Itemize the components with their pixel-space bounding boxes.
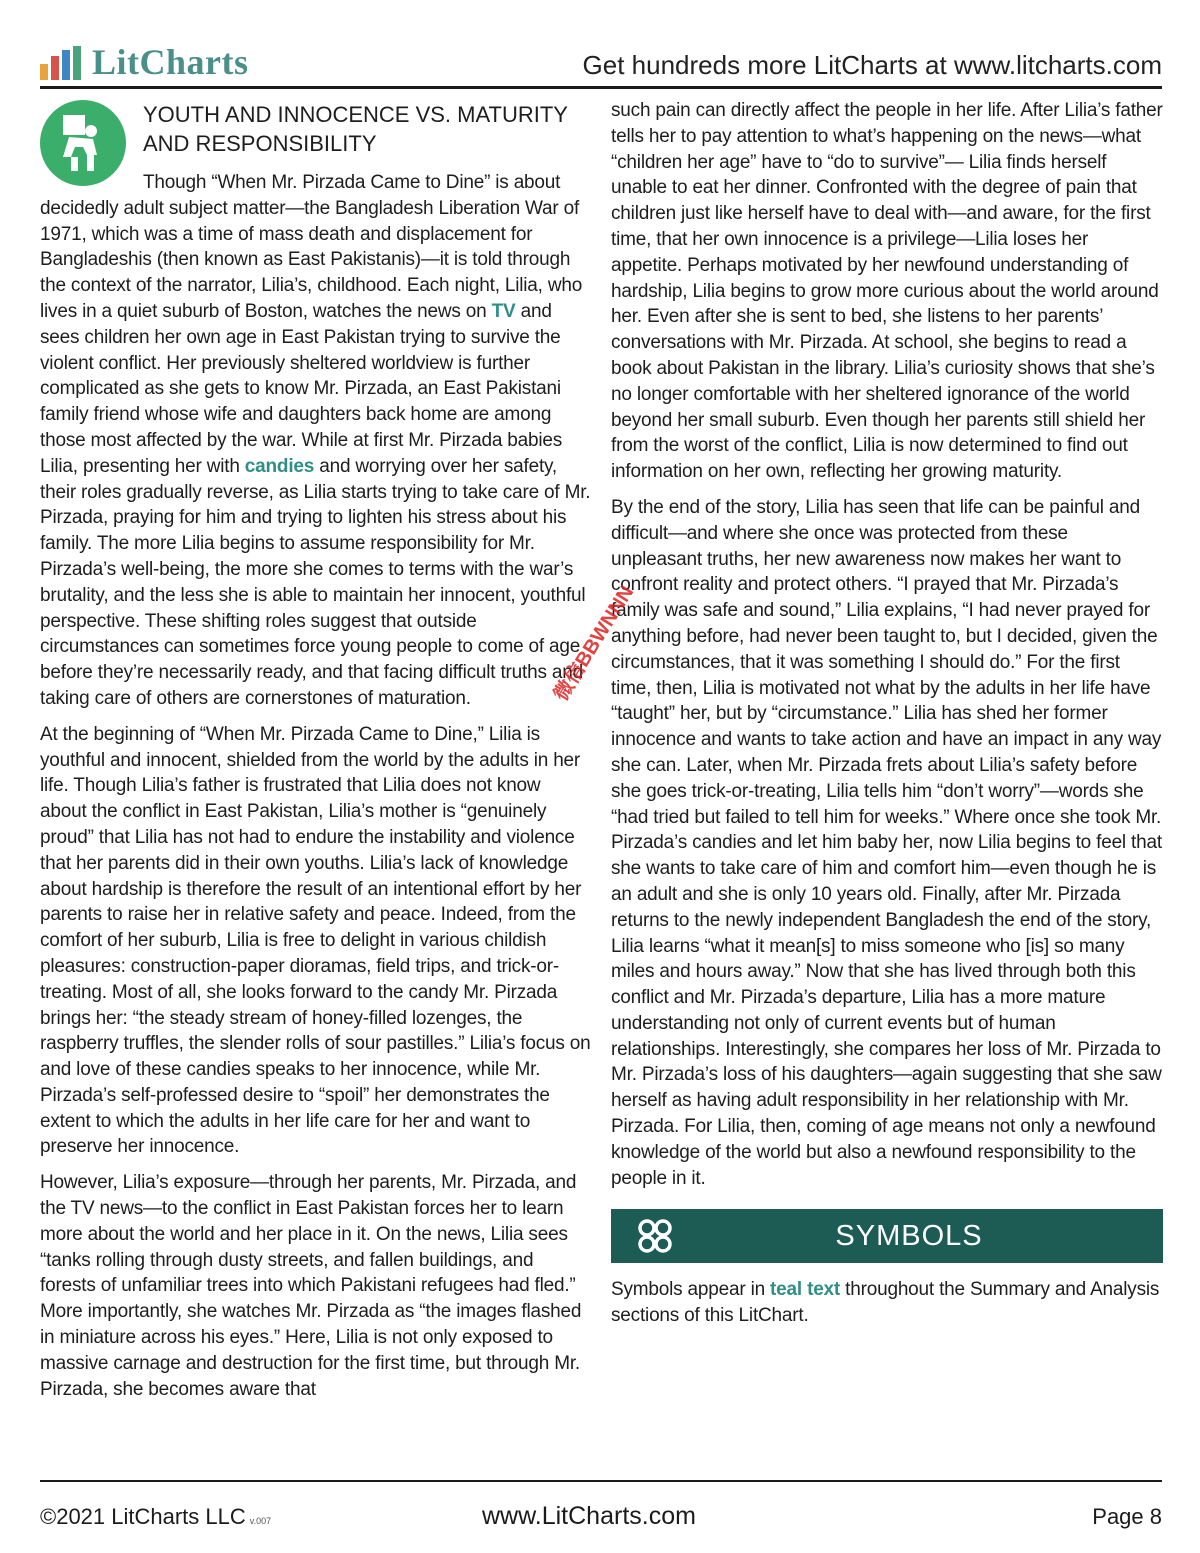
child-carrying-box-icon (40, 100, 126, 186)
symbols-note: Symbols appear in teal text throughout the Summary and Analysis sections of this LitChart. (611, 1279, 1160, 1327)
litcharts-logo[interactable] (40, 44, 249, 80)
theme-title: YOUTH AND INNOCENCE VS. MATURITY AND RESPONSIBILITY (143, 102, 568, 156)
theme-paragraph-2: At the beginning of “When Mr. Pirzada Came to Dine,” Lilia is youthful and innocent, shielded from the world by the adults in her life. Though Lilia’s father is frustrated that Lilia does not know about the conflict in East Pakistan, Lilia’s mother is “genuinely proud” that Lilia has not had to endure the instability and violence that her parents did in their own youths. Lilia’s lack of knowledge about hardship is therefore the result of an intentional effort by her parents to raise her in relative safety and peace. Indeed, from the comfort of her suburb, Lilia is free to delight in various childish pleasures: construction-paper dioramas, field trips, and trick-or-treating. Most of all, she looks forward to the candy Mr. Pirzada brings her: “the steady stream of honey-filled lozenges, the raspberry truffles, the slender rolls of sour pastilles.” Lilia’s focus on and love of these candies speaks to her innocence, while Mr. Pirzada’s self-professed desire to “spoil” her demonstrates the extent to which the adults in her life care for her and want to preserve her innocence. (40, 723, 591, 1158)
theme-heading (40, 100, 592, 170)
left-column (40, 98, 592, 1412)
footer-copyright: ©2021 LitCharts LLC v.007 (40, 1504, 272, 1529)
bar-chart-logo-icon (40, 46, 84, 80)
symbols-title: SYMBOLS (835, 1219, 983, 1252)
theme-paragraph-4: such pain can directly affect the people in her life. After Lilia’s father tells her to pay attention to what’s happening on the news—what “children her age” have to “do to survive”— Lilia finds herself unable to eat her dinner. Confronted with the degree of pain that children just like herself have to deal with—and aware, for the first time, that her own innocence is a privilege—Lilia loses her appetite. Perhaps motivated by her newfound understanding of hardship, Lilia begins to grow more curious about the world around her. Even after she is sent to bed, she listens to her parents’ conversations with Mr. Pirzada. At school, she begins to read a book about Pakistan in the library. Lilia’s curiosity shows that she’s no longer comfortable with her sheltered ignorance of the world beyond her small suburb. Even though her parents still shield her from the worst of the conflict, Lilia is now determined to find out information on her own, reflecting her growing maturity. (611, 100, 1163, 483)
symbols-section-header (611, 1209, 1163, 1263)
symbol-link-candies[interactable]: candies (244, 455, 315, 477)
page-footer (40, 1480, 1162, 1552)
logo-wordmark: LitCharts (92, 42, 249, 82)
teal-text-label: teal text (770, 1279, 841, 1301)
theme-paragraph-3: However, Lilia’s exposure—through her parents, Mr. Pirzada, and the TV news—to the conflict in East Pakistan forces her to learn more about the world and her place in it. On the news, Lilia sees “tanks rolling through dusty streets, and fallen buildings, and forests of unfamiliar trees into which Pakistani refugees had fled.” More importantly, she watches Mr. Pirzada as “the images flashed in miniature across his eyes.” Here, Lilia is not only exposed to massive carnage and destruction for the first time, but through Mr. Pirzada, she becomes aware that (40, 1172, 582, 1400)
footer-site-link[interactable]: www.LitCharts.com (482, 1502, 696, 1530)
watermark: 微信BBWNNN (550, 582, 639, 705)
theme-paragraph-1: Though “When Mr. Pirzada Came to Dine” is about decidedly adult subject matter—the Bangladesh Liberation War of 1971, which was a time of mass death and displacement for Bangladeshis (then known as East Pakistanis)—it is told through the context of the narrator, Lilia’s, childhood. Each night, Lilia, who lives in a quiet suburb of Boston, watches the news on TV and sees children her own age in East Pakistan trying to survive the violent conflict. Her previously sheltered worldview is further complicated as she gets to know Mr. Pirzada, an East Pakistani family friend whose wife and daughters back home are among those most affected by the war. While at first Mr. Pirzada babies Lilia, presenting her with candies and worrying over her safety, their roles gradually reverse, as Lilia starts trying to take care of Mr. Pirzada, praying for him and trying to lighten his stress about his family. The more Lilia begins to assume responsibility for Mr. Pirzada’s well-being, the more she comes to terms with the war’s brutality, and the less she is able to maintain her innocent, youthful perspective. These shifting roles suggest that outside circumstances can sometimes force young people to come of age before they’re necessarily ready, and that facing difficult truths and taking care of others are cornerstones of maturation. (40, 172, 591, 709)
right-column (611, 98, 1163, 1339)
footer-version: v.007 (249, 1516, 272, 1526)
page-number: Page 8 (1092, 1504, 1162, 1529)
knot-icon (635, 1218, 675, 1254)
page-header (40, 36, 1162, 89)
symbol-link-tv[interactable]: TV (491, 300, 516, 322)
theme-paragraph-5: By the end of the story, Lilia has seen that life can be painful and difficult—and where she once was protected from these unpleasant truths, her new awareness now makes her want to confront reality and protect others. “I prayed that Mr. Pirzada’s family was safe and sound,” Lilia explains, “I had never prayed for anything before, had never been taught to, but I decided, given the circumstances, that it was something I should do.” For the first time, then, Lilia is motivated not what by the adults in her life have “taught” her, but by “circumstance.” Lilia has shed her former innocence and wants to take action and have an impact in any way she can. Later, when Mr. Pirzada frets about Lilia’s safety before she goes trick-or-treating, Lilia tells him “don’t worry”—words she “had tried but failed to tell him for weeks.” Where once she took Mr. Pirzada’s candies and let him baby her, now Lilia begins to feel that she wants to take care of him and comfort him—even though he is an adult and she is only 10 years old. Finally, after Mr. Pirzada returns to the newly independent Bangladesh the end of the story, Lilia learns “what it mean[s] to miss someone who [is] so many miles and hours away.” Now that she has lived through both this conflict and Mr. Pirzada’s departure, Lilia has a more mature understanding not only of current events but of human relationships. Interestingly, she compares her loss of Mr. Pirzada to Mr. Pirzada’s loss of his daughters—again suggesting that she saw herself as having adult responsibility in her relationship with Mr. Pirzada. For Lilia, then, coming of age means not only a newfound knowledge of the world but also a newfound responsibility to the people in it. (611, 496, 1162, 1189)
header-tagline[interactable]: Get hundreds more LitCharts at www.litcharts.com (582, 50, 1162, 80)
